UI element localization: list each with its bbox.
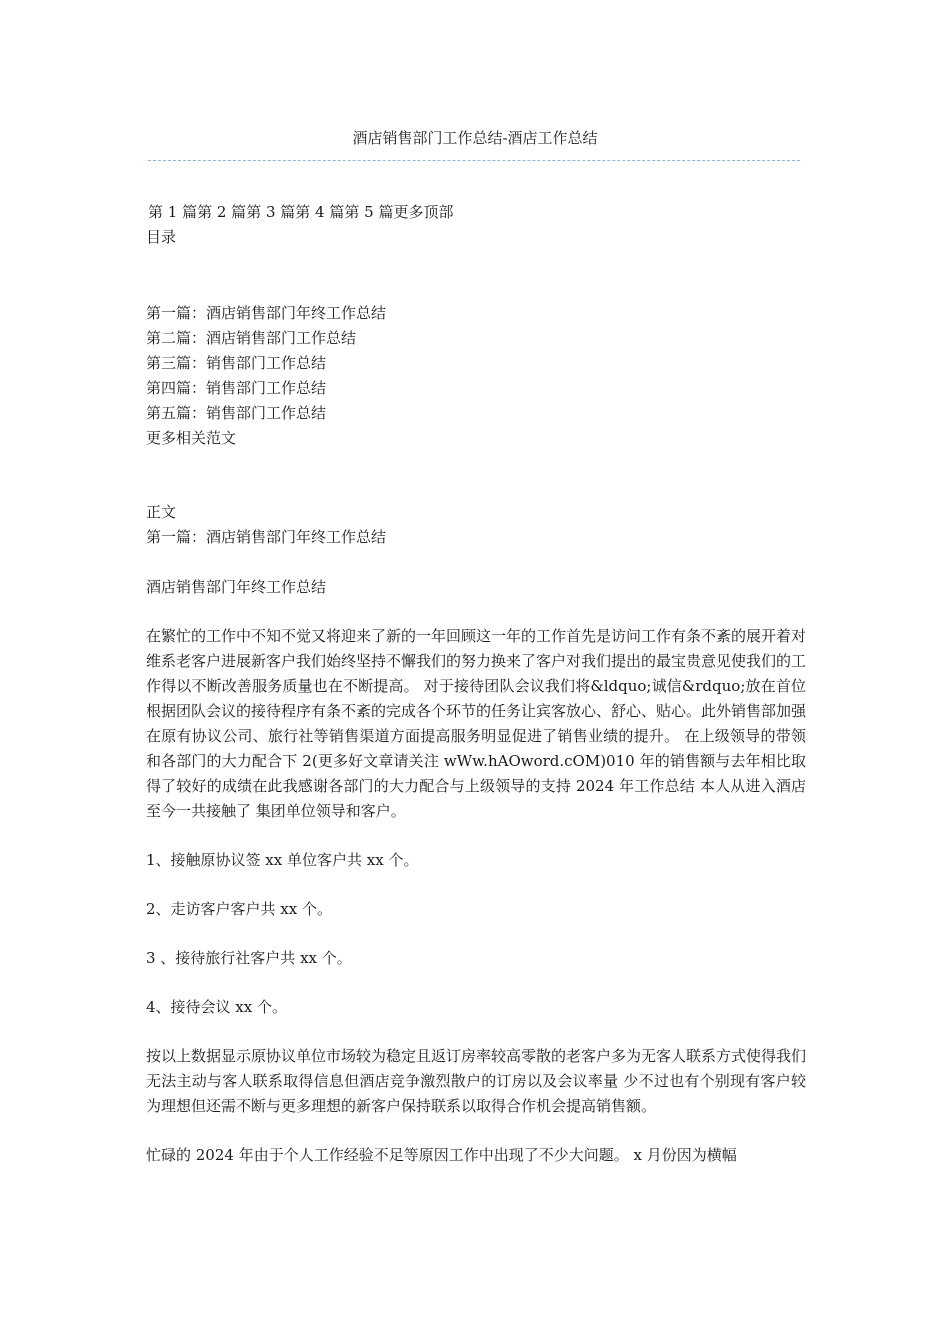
paragraph-problems: 忙碌的 2024 年由于个人工作经验不足等原因工作中出现了不少大问题。 x 月份因为横幅 xyxy=(146,1146,737,1164)
document-title: 酒店销售部门工作总结-酒店工作总结 xyxy=(352,129,598,147)
body-header xyxy=(146,500,386,550)
article-title: 酒店销售部门年终工作总结 xyxy=(146,578,327,596)
article-body xyxy=(146,575,806,1192)
nav-link-part-2[interactable]: 第 2 篇 xyxy=(197,203,247,221)
nav-link-top[interactable]: 顶部 xyxy=(423,203,454,221)
nav-link-part-1[interactable]: 第 1 篇 xyxy=(148,203,198,221)
nav-link-part-5[interactable]: 第 5 篇 xyxy=(344,203,394,221)
article-nav xyxy=(148,201,454,223)
body-heading: 正文 xyxy=(146,503,177,521)
toc-item-part-2[interactable]: 第二篇：酒店销售部门工作总结 xyxy=(146,329,357,347)
paragraph-item-1: 1、接触原协议签 xx 单位客户共 xx 个。 xyxy=(146,851,419,869)
paragraph-intro: 在繁忙的工作中不知不觉又将迎来了新的一年回顾这一年的工作首先是访问工作有条不紊的展开着对维系老客户进展新客户我们始终坚持不懈我们的努力换来了客户对我们提出的最宝贵意见使我们的工作得以不断改善服务质量也在不断提高。 对于接待团队会议我们将&ldquo;诚信&rdquo;放在首位根据团队会议的接待程序有条不紊的完成各个环节的任务让宾客放心、舒心、贴心。此外销售部加强在原有协议公司、旅行社等销售渠道方面提高服务明显促进了销售业绩的提升。 在上级领导的带领和各部门的大力配合下 2(更多好文章请关注 wWw.hAOword.cOM)010 年的销售额与去年相比取得了较好的成绩在此我感谢各部门的大力配合与上级领导的支持 2024 年工作总结 本人从进入酒店至今一共接触了 集团单位领导和客户。 xyxy=(146,627,807,820)
section-heading: 第一篇：酒店销售部门年终工作总结 xyxy=(146,528,387,546)
toc-item-more[interactable]: 更多相关范文 xyxy=(146,429,237,447)
paragraph-item-2: 2、走访客户客户共 xx 个。 xyxy=(146,900,332,918)
toc-list xyxy=(146,301,386,451)
paragraph-item-3: 3 、接待旅行社客户共 xx 个。 xyxy=(146,949,352,967)
toc-heading: 目录 xyxy=(146,228,177,246)
toc-item-part-5[interactable]: 第五篇：销售部门工作总结 xyxy=(146,404,327,422)
paragraph-item-4: 4、接待会议 xx 个。 xyxy=(146,998,287,1016)
nav-link-part-4[interactable]: 第 4 篇 xyxy=(295,203,345,221)
title-divider xyxy=(148,160,800,161)
nav-link-more[interactable]: 更多 xyxy=(393,203,424,221)
toc-item-part-3[interactable]: 第三篇：销售部门工作总结 xyxy=(146,354,327,372)
nav-link-part-3[interactable]: 第 3 篇 xyxy=(246,203,296,221)
toc-item-part-1[interactable]: 第一篇：酒店销售部门年终工作总结 xyxy=(146,304,387,322)
paragraph-analysis: 按以上数据显示原协议单位市场较为稳定且返订房率较高零散的老客户多为无客人联系方式使得我们无法主动与客人联系取得信息但酒店竞争激烈散户的订房以及会议率量 少不过也有个别现有客户较为理想但还需不断与更多理想的新客户保持联系以取得合作机会提高销售额。 xyxy=(146,1047,807,1115)
toc-item-part-4[interactable]: 第四篇：销售部门工作总结 xyxy=(146,379,327,397)
